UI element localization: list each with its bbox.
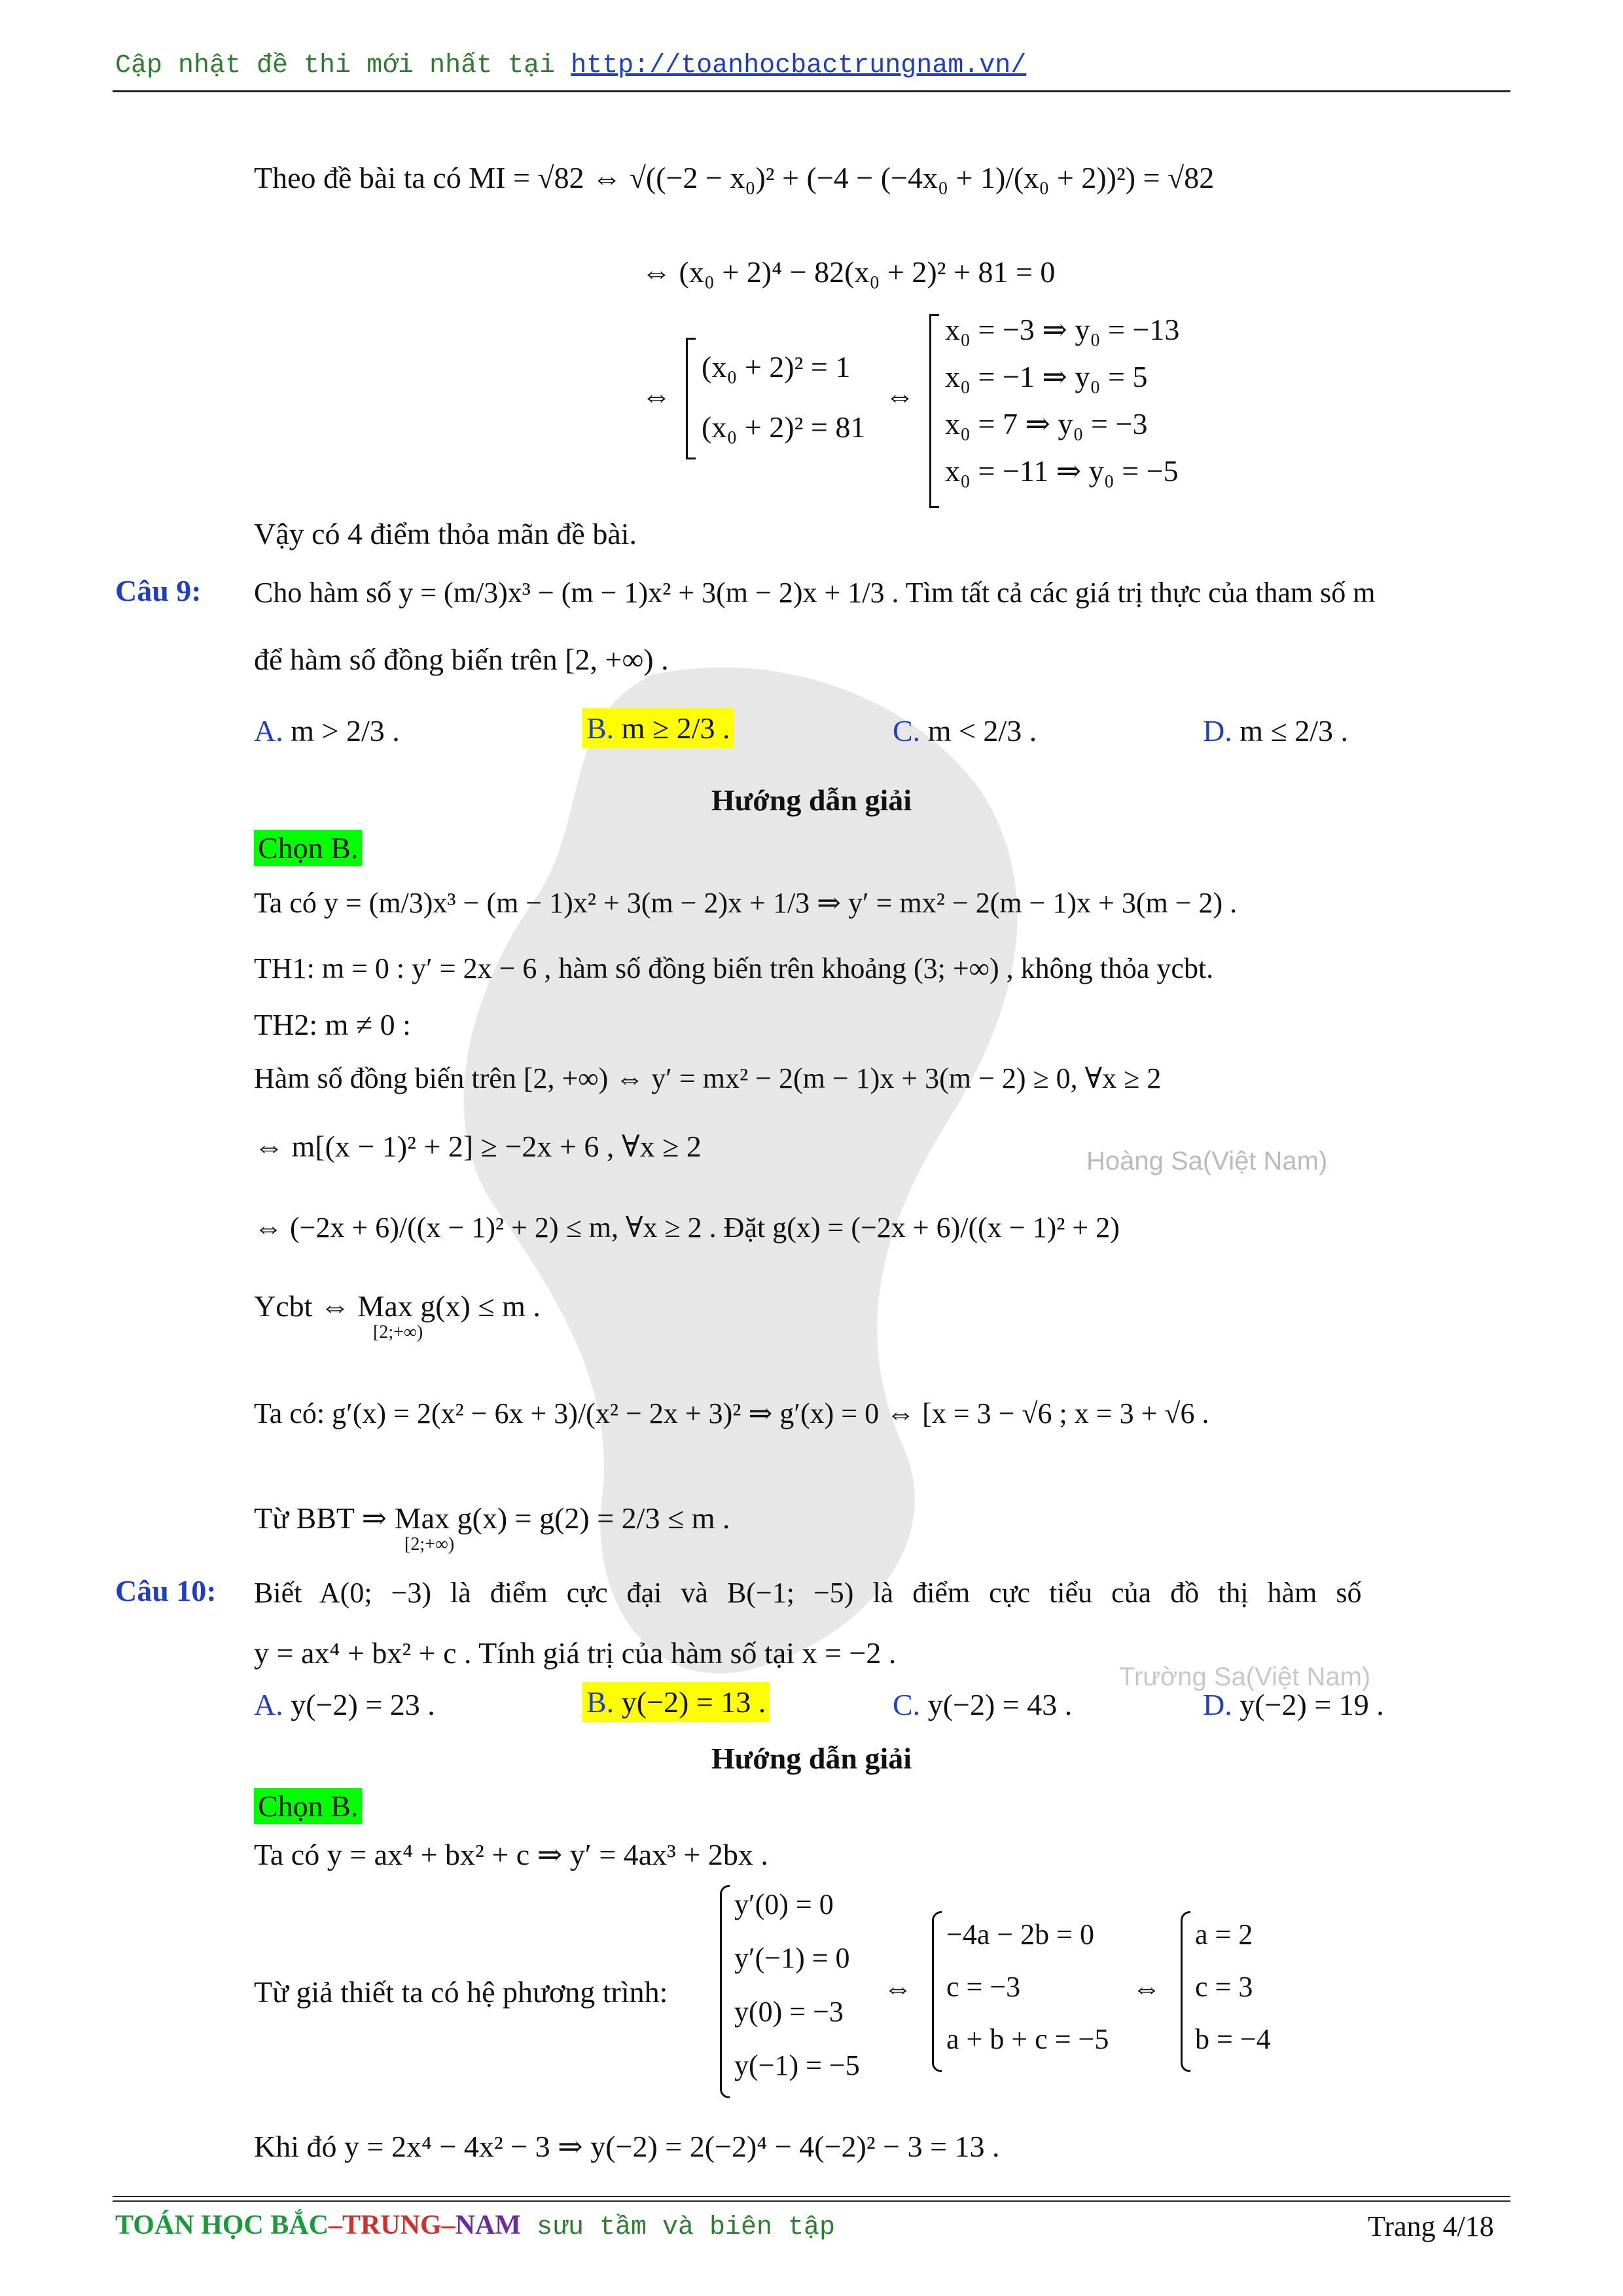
q9-option-c-text: m < 2/3 . [927, 714, 1037, 747]
q9-step-5: ⇔ m[(x − 1)² + 2] ≥ −2x + 6 , ∀x ≥ 2 [254, 1130, 702, 1163]
q10-equiv-1: ⇔ [883, 1972, 912, 2004]
header-rule [113, 90, 1510, 92]
q9-max-subscript-1: [2;+∞) [373, 1322, 423, 1342]
q10-option-b[interactable] [582, 1682, 770, 1722]
q10-sys3-row-2: c = 3 [1195, 1971, 1253, 2003]
q10-option-b-text: y(−2) = 13 . [621, 1685, 766, 1719]
sys-left-2: (x₀ + 2)² = 81 [702, 410, 866, 444]
q9-option-c-letter: C. [893, 714, 921, 747]
q9-option-b[interactable] [582, 708, 734, 748]
header-url-link[interactable]: http://toanhocbactrungnam.vn/ [571, 51, 1027, 81]
q9-option-a[interactable] [254, 713, 400, 748]
q9-option-b-text: m ≥ 2/3 . [621, 711, 730, 745]
sys-right-2: x₀ = −1 ⇒ y₀ = 5 [945, 360, 1148, 393]
q10-label: Câu 10: [115, 1574, 217, 1607]
watermark-text-truongsa: Trường Sa(Việt Nam) [1119, 1662, 1371, 1691]
q10-option-c[interactable] [893, 1687, 1072, 1722]
q9-step-7: Ycbt ⇔ Max g(x) ≤ m . [254, 1289, 541, 1323]
bracket-right [929, 314, 939, 508]
q10-sys1-row-1: y′(0) = 0 [734, 1888, 834, 1920]
q9-choice-wrap [254, 829, 362, 868]
footer-brand-dash-1: – [328, 2210, 342, 2240]
q10-equiv-2: ⇔ [1132, 1972, 1161, 2004]
q10-option-d[interactable] [1203, 1687, 1384, 1722]
q10-option-a-letter: A. [254, 1688, 283, 1721]
q10-sys2-row-2: c = −3 [946, 1971, 1021, 2003]
q9-step-3: TH2: m ≠ 0 : [254, 1008, 411, 1041]
q10-stem-2: y = ax⁴ + bx² + c . Tính giá trị của hàm số tại x = −2 . [254, 1636, 897, 1670]
q9-option-a-text: m > 2/3 . [291, 714, 400, 747]
equiv-symbol: ⇔ [641, 379, 671, 412]
q9-step-9: Từ BBT ⇒ Max g(x) = g(2) = 2/3 ≤ m . [254, 1501, 730, 1535]
intro-line-1: Theo đề bài ta có MI = √82 ⇔ √((−2 − x₀)² + (−4 − (−4x₀ + 1)/(x₀ + 2))²) = √82 [254, 161, 1215, 194]
q9-max-subscript-2: [2;+∞) [404, 1534, 455, 1554]
sys-right-1: x₀ = −3 ⇒ y₀ = −13 [945, 313, 1180, 346]
q9-options [254, 713, 1497, 766]
q10-choice-wrap [254, 1787, 362, 1826]
q10-sys2-row-3: a + b + c = −5 [946, 2023, 1109, 2055]
q10-step-1: Ta có y = ax⁴ + bx² + c ⇒ y′ = 4ax³ + 2bx . [254, 1838, 768, 1871]
q9-option-a-letter: A. [254, 714, 283, 747]
q9-choice: Chọn B. [254, 830, 362, 866]
q10-sys3-row-1: a = 2 [1195, 1918, 1253, 1950]
q10-sys3-row-3: b = −4 [1195, 2023, 1271, 2055]
q10-sys2-row-1: −4a − 2b = 0 [946, 1918, 1094, 1950]
q9-step-2: TH1: m = 0 : y′ = 2x − 6 , hàm số đồng biến trên khoảng (3; +∞) , không thỏa ycbt. [254, 952, 1214, 984]
footer-brand-suffix: sưu tầm và biên tập [520, 2213, 836, 2242]
q10-stem-1: Biết A(0; −3) là điểm cực đại và B(−1; −5) là điểm cực tiểu của đồ thị hàm số [254, 1577, 1362, 1609]
footer-brand-toan: TOÁN HỌC BẮC [115, 2210, 329, 2240]
q10-choice: Chọn B. [254, 1788, 362, 1824]
q9-step-8: Ta có: g′(x) = 2(x² − 6x + 3)/(x² − 2x + 3)² ⇒ g′(x) = 0 ⇔ [x = 3 − √6 ; x = 3 + √6 . [254, 1397, 1209, 1429]
q10-sys1-row-3: y(0) = −3 [734, 1996, 844, 2028]
q9-step-4: Hàm số đồng biến trên [2, +∞) ⇔ y′ = mx² − 2(m − 1)x + 3(m − 2) ≥ 0, ∀x ≥ 2 [254, 1062, 1162, 1094]
q9-step-6: ⇔ (−2x + 6)/((x − 1)² + 2) ≤ m, ∀x ≥ 2 . Đặt g(x) = (−2x + 6)/((x − 1)² + 2) [254, 1211, 1120, 1244]
q10-sys3-brace [1181, 1911, 1190, 2072]
q10-sys1-row-2: y′(−1) = 0 [734, 1942, 850, 1974]
q10-option-c-letter: C. [893, 1688, 921, 1721]
q10-system-intro: Từ giả thiết ta có hệ phương trình: [254, 1975, 668, 2009]
header-prefix: Cập nhật đề thi mới nhất tại [115, 51, 571, 81]
q9-stem-2: để hàm số đồng biến trên [2, +∞) . [254, 643, 669, 676]
q9-label: Câu 9: [115, 574, 202, 607]
q9-step-1: Ta có y = (m/3)x³ − (m − 1)x² + 3(m − 2)x + 1/3 ⇒ y′ = mx² − 2(m − 1)x + 3(m − 2) . [254, 887, 1238, 919]
footer-brand [115, 2210, 835, 2242]
q9-option-c[interactable] [893, 713, 1037, 748]
sys-left-1: (x₀ + 2)² = 1 [702, 350, 851, 384]
intro-conclusion: Vậy có 4 điểm thỏa mãn đề bài. [254, 517, 637, 550]
footer-brand-trung: TRUNG [342, 2210, 442, 2240]
footer-page-number: Trang 4/18 [1368, 2210, 1494, 2242]
q9-stem-1: Cho hàm số y = (m/3)x³ − (m − 1)x² + 3(m − 2)x + 1/3 . Tìm tất cả các giá trị thực của tham số m [254, 577, 1376, 609]
equiv-symbol-2: ⇔ [885, 379, 915, 412]
q10-option-b-letter: B. [586, 1685, 615, 1719]
sys-right-4: x₀ = −11 ⇒ y₀ = −5 [945, 454, 1179, 488]
q9-guide-title: Hướng dẫn giải [711, 783, 912, 817]
intro-line-2: ⇔ (x₀ + 2)⁴ − 82(x₀ + 2)² + 81 = 0 [641, 255, 1056, 289]
q9-option-d[interactable] [1203, 713, 1348, 748]
sys-right-3: x₀ = 7 ⇒ y₀ = −3 [945, 407, 1148, 440]
footer-rule [113, 2196, 1510, 2202]
q10-final: Khi đó y = 2x⁴ − 4x² − 3 ⇒ y(−2) = 2(−2)⁴ − 4(−2)² − 3 = 13 . [254, 2130, 1000, 2163]
q10-option-d-letter: D. [1203, 1688, 1232, 1721]
q10-sys1-row-4: y(−1) = −5 [734, 2049, 860, 2081]
footer-brand-nam: NAM [455, 2210, 521, 2240]
q9-option-d-text: m ≤ 2/3 . [1240, 714, 1349, 747]
bracket-left [686, 338, 696, 459]
watermark-text-hoangsa: Hoàng Sa(Việt Nam) [1086, 1147, 1328, 1175]
page-header [115, 51, 1026, 81]
q10-sys2-brace [932, 1911, 942, 2072]
q10-options [254, 1687, 1497, 1740]
q9-option-d-letter: D. [1203, 714, 1232, 747]
footer-brand-dash-2: – [441, 2210, 455, 2240]
q9-option-b-letter: B. [586, 711, 615, 745]
q10-sys1-brace [720, 1885, 730, 2098]
q10-option-a[interactable] [254, 1687, 435, 1722]
q10-option-d-text: y(−2) = 19 . [1240, 1688, 1384, 1721]
q10-option-c-text: y(−2) = 43 . [927, 1688, 1073, 1721]
q10-guide-title: Hướng dẫn giải [711, 1742, 912, 1775]
q10-option-a-text: y(−2) = 23 . [291, 1688, 435, 1721]
